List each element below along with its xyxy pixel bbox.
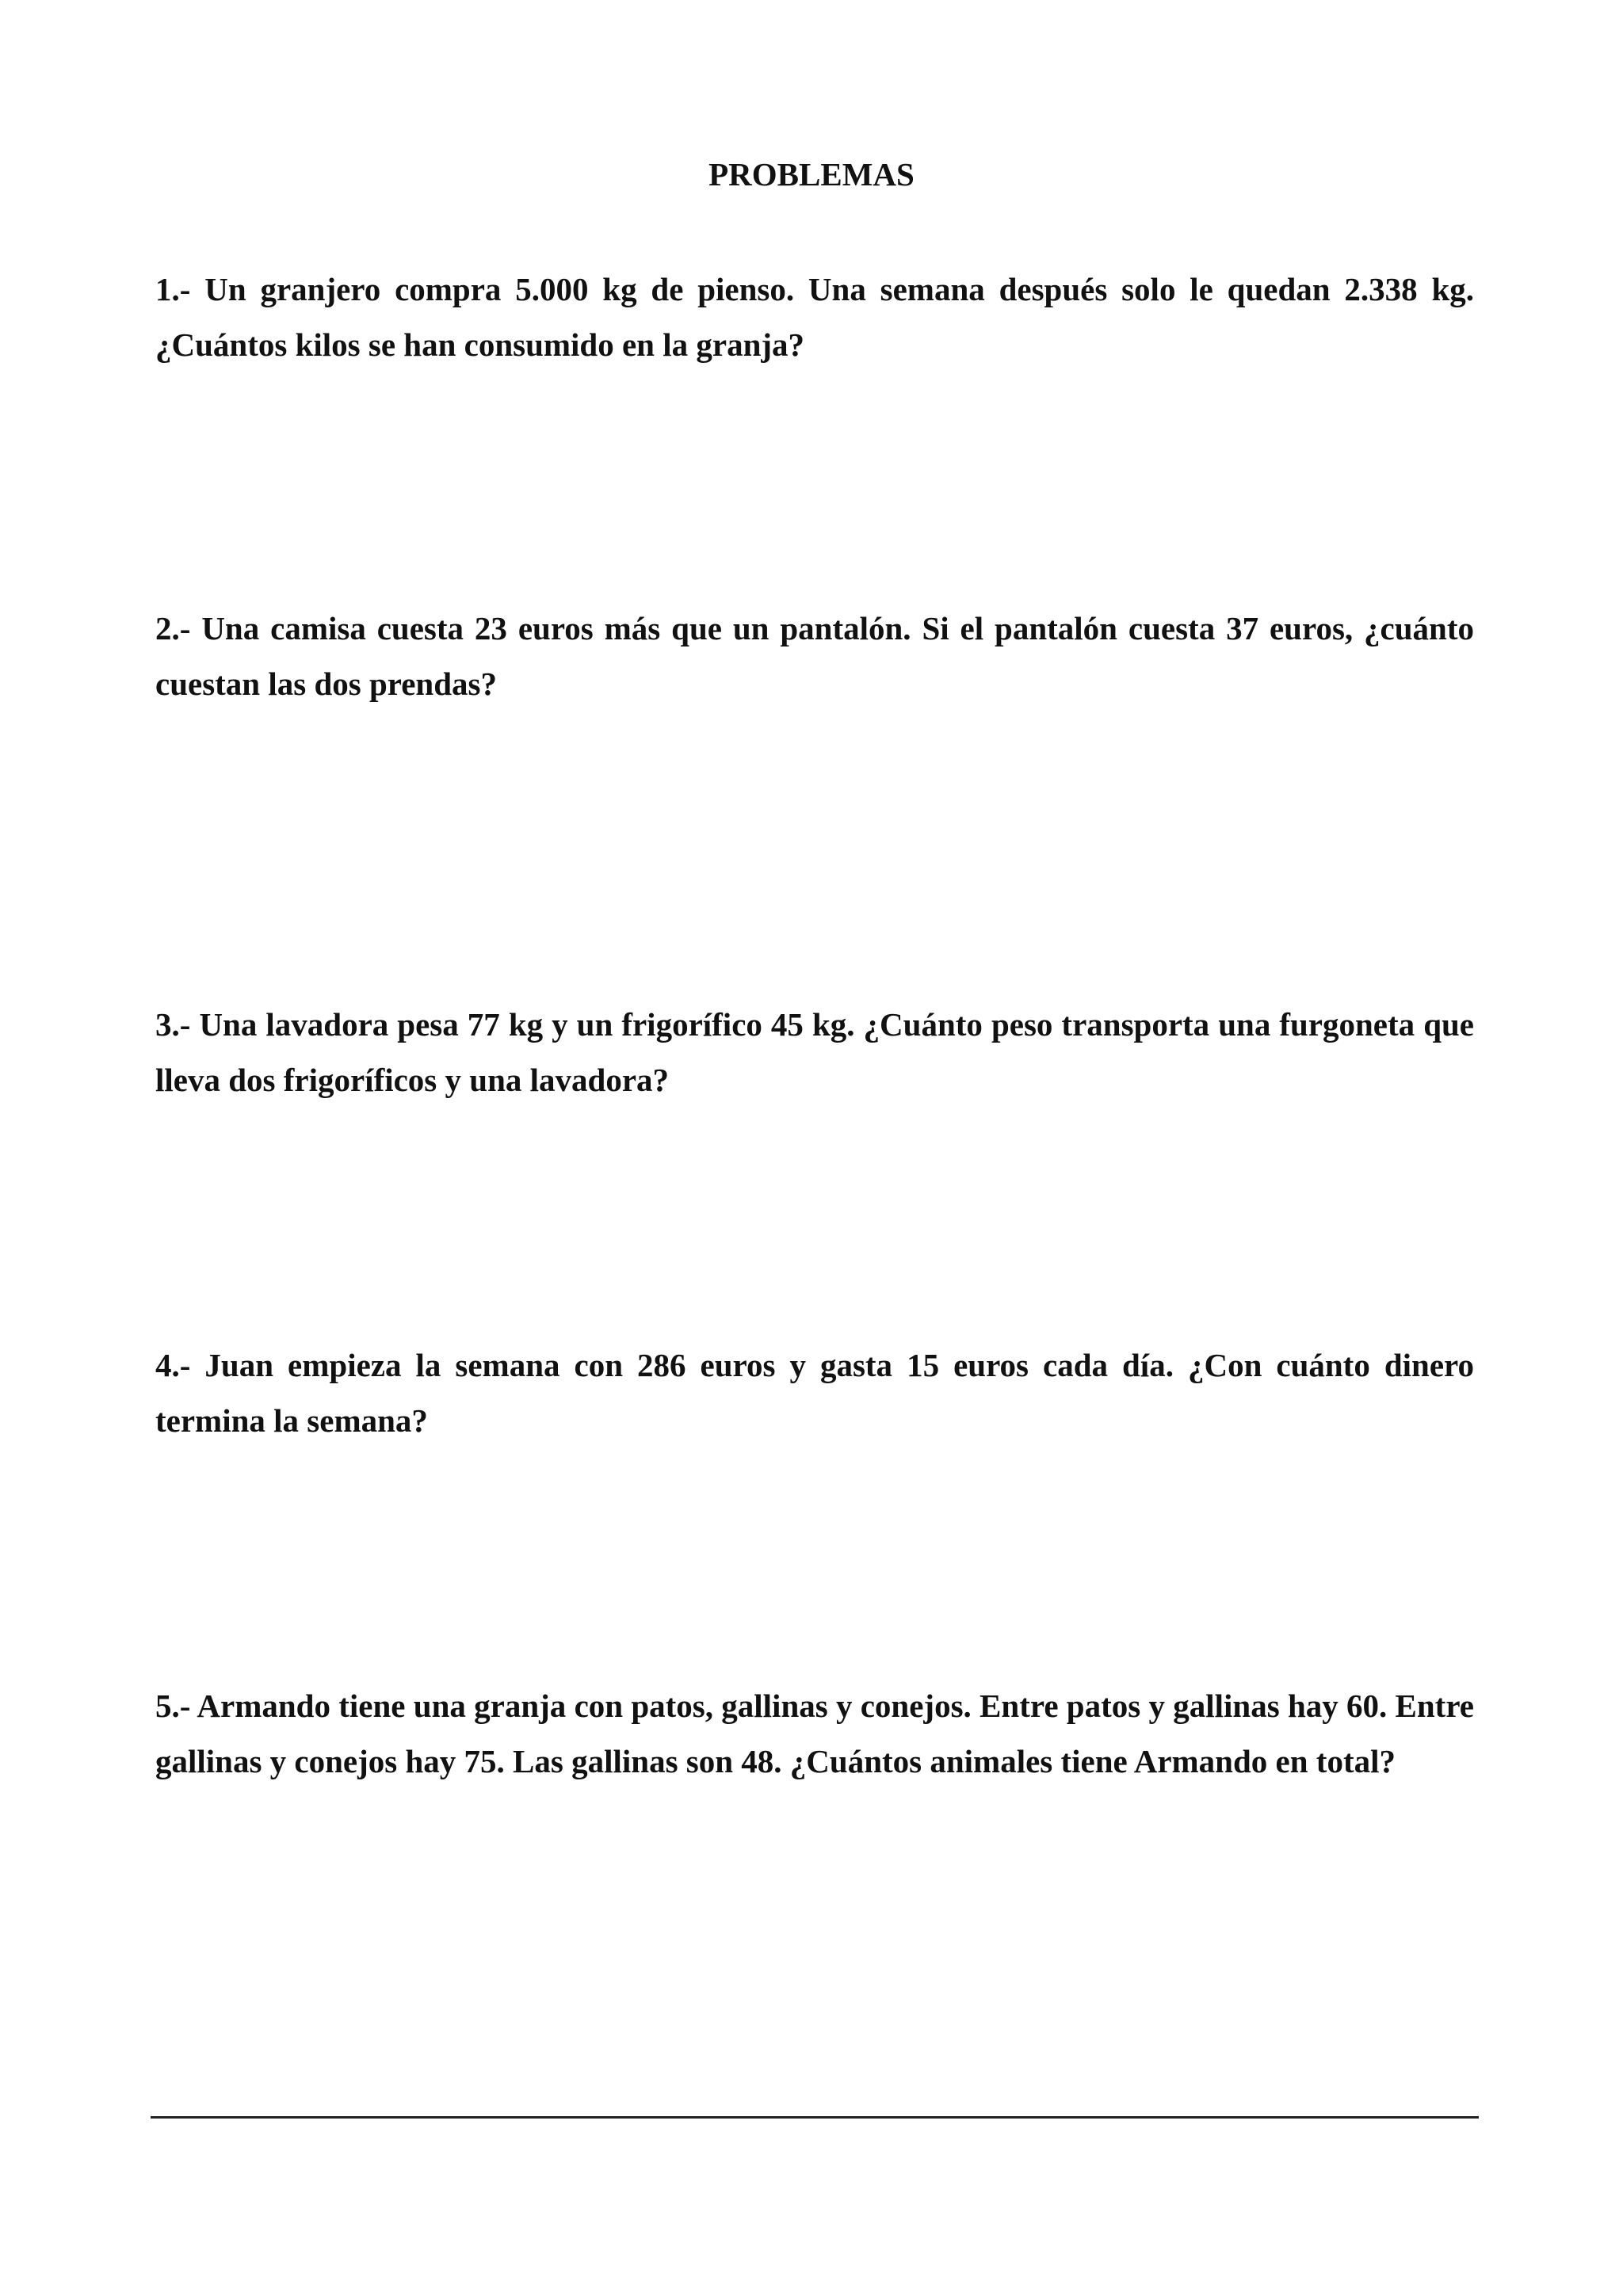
problem-4 xyxy=(155,1337,1474,1448)
problem-number: 5.- xyxy=(155,1688,191,1724)
footer-divider xyxy=(151,2116,1479,2119)
problem-number: 3.- xyxy=(155,1006,191,1043)
problem-2 xyxy=(155,601,1474,711)
problem-3 xyxy=(155,997,1474,1108)
problem-text: Armando tiene una granja con patos, gallinas y conejos. Entre patos y gallinas hay 60. Entre gallinas y conejos hay 75. Las gallinas son 48. ¿Cuántos animales tiene Armando en total? xyxy=(155,1688,1474,1779)
problem-text: Un granjero compra 5.000 kg de pienso. Una semana después solo le quedan 2.338 kg. ¿Cuántos kilos se han consumido en la granja? xyxy=(155,271,1474,363)
problem-text: Una lavadora pesa 77 kg y un frigorífico 45 kg. ¿Cuánto peso transporta una furgoneta que lleva dos frigoríficos y una lavadora? xyxy=(155,1006,1474,1098)
page-title: PROBLEMAS xyxy=(708,156,915,193)
problem-number: 1.- xyxy=(155,271,191,307)
problem-5 xyxy=(155,1678,1474,1789)
problem-text: Juan empieza la semana con 286 euros y gasta 15 euros cada día. ¿Con cuánto dinero termina la semana? xyxy=(155,1347,1474,1439)
problem-text: Una camisa cuesta 23 euros más que un pantalón. Si el pantalón cuesta 37 euros, ¿cuánto cuestan las dos prendas? xyxy=(155,610,1475,702)
problem-number: 4.- xyxy=(155,1347,191,1383)
problem-1 xyxy=(155,261,1474,372)
problem-number: 2.- xyxy=(155,610,191,646)
